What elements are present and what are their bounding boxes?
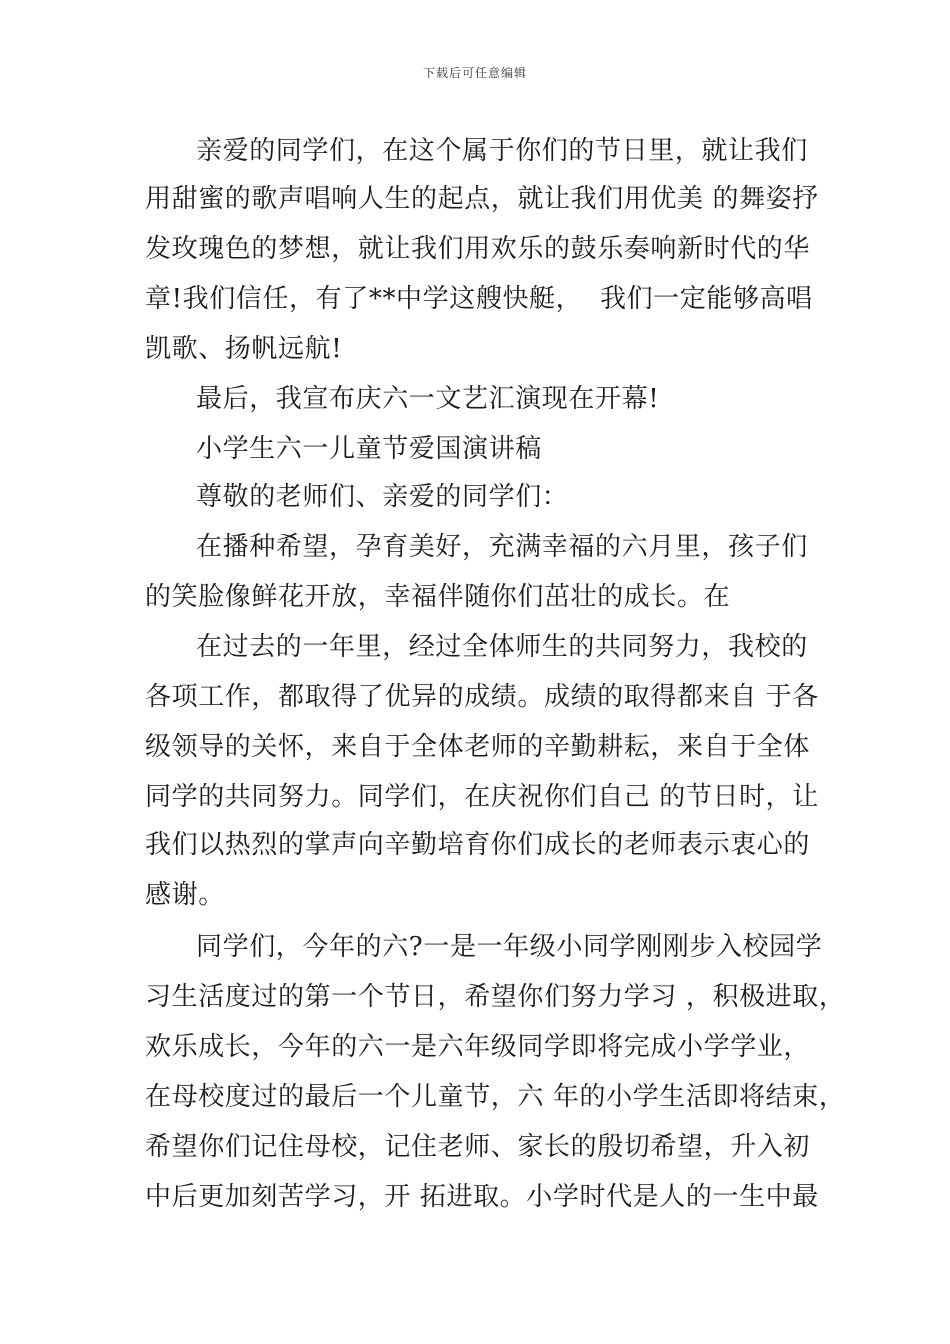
- paragraph-line: 希望你们记住母校，记住老师、家长的殷切希望，升入初: [145, 1132, 811, 1162]
- paragraph-line: 凯歌、扬帆远航!: [145, 334, 343, 364]
- paragraph-line: 亲爱的同学们，在这个属于你们的节日里，就让我们: [196, 136, 808, 166]
- paragraph-line: 中后更加刻苦学习，开 拓进取。小学时代是人的一生中最: [145, 1182, 819, 1212]
- paragraph-line: 用甜蜜的歌声唱响人生的起点，就让我们用优美 的舞姿抒: [145, 184, 819, 214]
- paragraph-line: 在过去的一年里，经过全体师生的共同努力，我校的: [196, 632, 808, 662]
- paragraph-line: 同学的共同努力。同学们，在庆祝你们自己 的节日时，让: [145, 782, 819, 812]
- paragraph-line: 感谢。: [145, 880, 225, 910]
- paragraph-line: 习生活度过的第一个节日，希望你们努力学习 ，积极进取，: [145, 982, 846, 1012]
- paragraph-line: 同学们，今年的六?一是一年级小同学刚刚步入校园学: [196, 932, 823, 962]
- page-header: 下载后可任意编辑: [422, 66, 527, 80]
- salutation: 尊敬的老师们、亲爱的同学们：: [196, 482, 569, 512]
- paragraph-line: 在母校度过的最后一个儿童节，六 年的小学生活即将结束，: [145, 1082, 846, 1112]
- paragraph-line: 发玫瑰色的梦想，就让我们用欢乐的鼓乐奏响新时代的华: [145, 234, 811, 264]
- section-title: 小学生六一儿童节爱国演讲稿: [196, 434, 542, 464]
- paragraph-line: 级领导的关怀，来自于全体老师的辛勤耕耘，来自于全体: [145, 732, 811, 762]
- paragraph-line: 章!我们信任，有了**中学这艘快艇， 我们一定能够高唱: [145, 284, 813, 314]
- paragraph-line: 最后，我宣布庆六一文艺汇演现在开幕!: [196, 384, 660, 414]
- paragraph-line: 欢乐成长，今年的六一是六年级同学即将完成小学学业，: [145, 1032, 811, 1062]
- paragraph-line: 的笑脸像鲜花开放，幸福伴随你们茁壮的成长。在: [145, 582, 731, 612]
- paragraph-line: 在播种希望，孕育美好，充满幸福的六月里，孩子们: [196, 532, 808, 562]
- paragraph-line: 各项工作，都取得了优异的成绩。成绩的取得都来自 于各: [145, 682, 819, 712]
- paragraph-line: 我们以热烈的掌声向辛勤培育你们成长的老师表示衷心的: [145, 830, 811, 860]
